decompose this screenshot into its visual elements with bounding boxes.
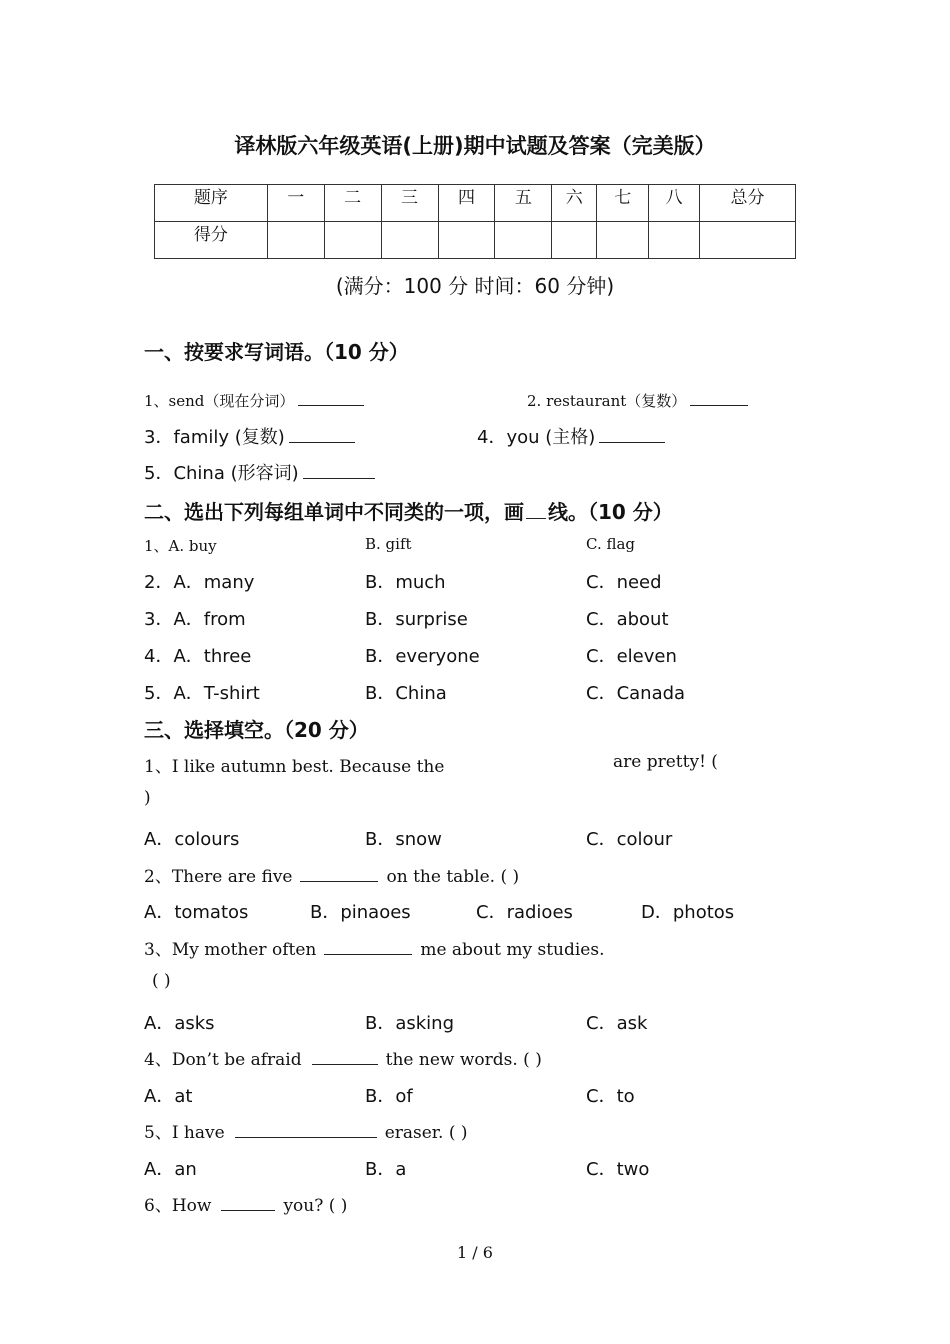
s3-q3-option-a[interactable]: A．asks xyxy=(144,1013,215,1034)
question-text: 1、send（现在分词） xyxy=(144,392,295,410)
answer-blank[interactable] xyxy=(300,880,378,882)
heading-text: 二、选出下列每组单词中不同类的一项，画 xyxy=(144,500,524,524)
s1-question-2 xyxy=(527,390,748,411)
s2-option-b: B．surprise xyxy=(365,609,468,630)
s3-q4-option-c[interactable]: C．to xyxy=(586,1086,635,1107)
question-text: 2. restaurant（复数） xyxy=(527,392,687,410)
section-2-heading xyxy=(144,496,673,525)
score-cell[interactable] xyxy=(381,222,438,259)
s2-option-a: 3．A．from xyxy=(144,609,246,630)
answer-blank[interactable] xyxy=(324,953,412,955)
table-cell: 五 xyxy=(495,185,552,222)
table-cell: 四 xyxy=(438,185,495,222)
score-cell[interactable] xyxy=(700,222,796,259)
question-text: 6、How xyxy=(144,1196,212,1216)
s3-question-1: 1、I like autumn best. Because the xyxy=(144,757,445,777)
s3-q5-option-c[interactable]: C．two xyxy=(586,1159,650,1180)
s3-question-3-paren: ( ) xyxy=(152,971,171,991)
score-cell[interactable] xyxy=(649,222,700,259)
score-cell[interactable] xyxy=(438,222,495,259)
table-cell: 八 xyxy=(649,185,700,222)
section-3-heading: 三、选择填空。（20 分） xyxy=(144,718,369,742)
s3-q3-option-b[interactable]: B．asking xyxy=(365,1013,455,1034)
page-number: 1 / 6 xyxy=(457,1243,493,1262)
s3-q2-option-b[interactable]: B．pinaoes xyxy=(310,902,411,923)
s3-q5-option-a[interactable]: A．an xyxy=(144,1159,197,1180)
s3-q2-option-a[interactable]: A．tomatos xyxy=(144,902,249,923)
table-cell: 得分 xyxy=(155,222,268,259)
answer-blank[interactable] xyxy=(690,404,748,406)
s2-option-c: C．eleven xyxy=(586,646,677,667)
s3-question-3 xyxy=(144,935,605,960)
s3-question-1-close: ) xyxy=(144,788,151,808)
answer-blank[interactable] xyxy=(289,441,355,443)
table-cell: 总分 xyxy=(700,185,796,222)
s2-option-b: B. gift xyxy=(365,535,412,553)
score-cell[interactable] xyxy=(495,222,552,259)
s3-question-5 xyxy=(144,1118,468,1143)
s2-option-b: B．China xyxy=(365,683,447,704)
s2-option-c: C．about xyxy=(586,609,669,630)
score-table-header-row xyxy=(155,185,796,222)
question-text: 5、I have xyxy=(144,1123,225,1143)
s2-option-b: B．everyone xyxy=(365,646,480,667)
s2-option-a: 2．A．many xyxy=(144,572,255,593)
question-text: me about my studies. xyxy=(420,940,605,960)
answer-blank[interactable] xyxy=(221,1209,275,1211)
s2-option-a: 5．A．T-shirt xyxy=(144,683,260,704)
s2-option-b: B．much xyxy=(365,572,446,593)
s2-option-a: 4．A．three xyxy=(144,646,252,667)
score-table-score-row xyxy=(155,222,796,259)
underline-mark xyxy=(526,517,546,519)
s3-q3-option-c[interactable]: C．ask xyxy=(586,1013,648,1034)
question-text: 3、My mother often xyxy=(144,940,317,960)
answer-blank[interactable] xyxy=(235,1136,377,1138)
score-table xyxy=(154,184,796,259)
s1-question-5 xyxy=(144,459,375,485)
s3-q2-option-d[interactable]: D．photos xyxy=(641,902,735,923)
table-cell: 三 xyxy=(381,185,438,222)
table-cell: 六 xyxy=(552,185,597,222)
s3-question-1-tail: are pretty! ( xyxy=(613,752,718,772)
s2-option-c: C. flag xyxy=(586,535,636,553)
question-text: 4．you (主格) xyxy=(477,427,596,448)
question-text: 3．family (复数) xyxy=(144,427,285,448)
s1-question-1 xyxy=(144,390,364,411)
question-text: you? ( ) xyxy=(283,1196,348,1216)
s3-q4-option-a[interactable]: A．at xyxy=(144,1086,193,1107)
score-cell[interactable] xyxy=(552,222,597,259)
s3-question-6 xyxy=(144,1191,347,1216)
table-cell: 一 xyxy=(267,185,324,222)
section-1-heading: 一、按要求写词语。（10 分） xyxy=(144,340,409,364)
s1-question-4 xyxy=(477,423,665,449)
question-text: 2、There are five xyxy=(144,867,293,887)
score-cell[interactable] xyxy=(597,222,649,259)
s3-q1-option-b[interactable]: B．snow xyxy=(365,829,442,850)
s1-question-3 xyxy=(144,423,355,449)
s2-option-a: 1、A. buy xyxy=(144,537,217,555)
question-text: the new words. ( ) xyxy=(385,1050,542,1070)
score-cell[interactable] xyxy=(267,222,324,259)
s3-q2-option-c[interactable]: C．radioes xyxy=(476,902,573,923)
heading-text: 线。（10 分） xyxy=(548,500,673,524)
answer-blank[interactable] xyxy=(303,477,375,479)
table-cell: 二 xyxy=(324,185,381,222)
answer-blank[interactable] xyxy=(312,1063,378,1065)
s3-question-4 xyxy=(144,1045,542,1070)
s3-q1-option-a[interactable]: A．colours xyxy=(144,829,240,850)
s3-question-2 xyxy=(144,862,519,887)
question-text: eraser. ( ) xyxy=(384,1123,468,1143)
table-cell: 题序 xyxy=(155,185,268,222)
s3-q1-option-c[interactable]: C．colour xyxy=(586,829,673,850)
score-cell[interactable] xyxy=(324,222,381,259)
question-text: 5．China (形容词) xyxy=(144,463,299,484)
answer-blank[interactable] xyxy=(599,441,665,443)
s3-q5-option-b[interactable]: B．a xyxy=(365,1159,407,1180)
page-title: 译林版六年级英语(上册)期中试题及答案（完美版） xyxy=(234,134,716,158)
answer-blank[interactable] xyxy=(298,404,364,406)
exam-subtitle: (满分：100 分 时间：60 分钟) xyxy=(335,274,615,298)
s2-option-c: C．need xyxy=(586,572,662,593)
s2-option-c: C．Canada xyxy=(586,683,686,704)
question-text: 4、Don’t be afraid xyxy=(144,1050,302,1070)
s3-q4-option-b[interactable]: B．of xyxy=(365,1086,413,1107)
table-cell: 七 xyxy=(597,185,649,222)
question-text: on the table. ( ) xyxy=(386,867,520,887)
